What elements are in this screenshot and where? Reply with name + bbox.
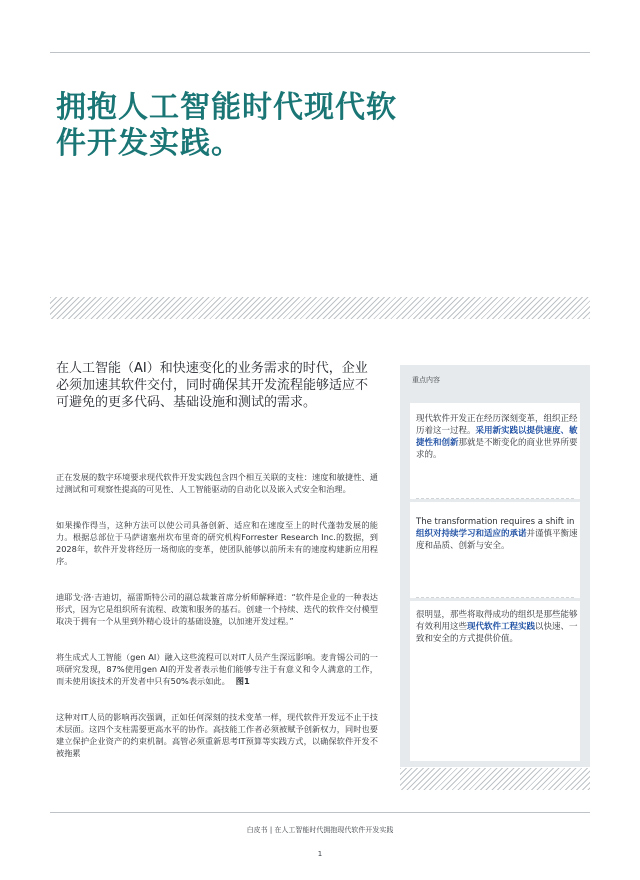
key-point-text (416, 413, 580, 461)
page-title: 拥抱人工智能时代现代软件开发实践。 (56, 90, 397, 161)
key-point-post: 并谨慎平衡速度和品质、创新与安全。 (416, 529, 578, 551)
main-column (56, 360, 378, 783)
body-paragraph (56, 651, 378, 687)
hatched-divider (400, 768, 590, 790)
sidebar-heading: 重点内容 (412, 376, 440, 384)
key-point-card (410, 403, 580, 499)
page-number: 1 (317, 850, 323, 858)
body-paragraph: 这种对IT人员的影响再次强调，正如任何深刻的技术变革一样，现代软件开发远不止于技术层面。这四个支柱需要更高水平的协作。高技能工作者必须被赋予创新权力，同时也要建立保护企业资产的约束机制。高管必须重新思考IT预算等实践方式，以确保软件开发不被拖累 (56, 712, 378, 758)
key-point-highlight: 采用新实践以提供速度、敏捷性和创新 (416, 426, 578, 448)
footer-text: 白皮书 | 在人工智能时代拥抱现代软件开发实践 (246, 826, 394, 834)
key-point-pre: 现代软件开发正在经历深刻变革，组织正经历着这一过程。 (416, 414, 578, 436)
bottom-rule (50, 812, 590, 813)
key-point-highlight: 现代软件工程实践 (467, 622, 536, 632)
key-point-text (416, 516, 580, 552)
body-paragraph-text: 将生成式人工智能（gen AI）融入这些流程可以对IT人员产生深远影响。麦肯锡公司的一项研究发现，87%使用gen AI的开发者表示他们能够专注于有意义和令人满意的工作，而未使用该技术的开发者中只有50%表示如此。 (56, 652, 378, 686)
key-point-card (410, 502, 580, 598)
body-paragraph: 正在发展的数字环境要求现代软件开发实践包含四个相互关联的支柱：速度和敏捷性、通过测试和可观察性提高的可见性、人工智能驱动的自动化以及嵌入式安全和治理。 (56, 472, 378, 494)
key-points-sidebar (400, 365, 590, 767)
key-point-post: 那就是不断变化的商业世界所要求的。 (416, 438, 578, 460)
key-point-pre: 很明显，那些将取得成功的组织是那些能够有效利用这些 (416, 610, 578, 632)
key-point-post: 以快速、一致和安全的方式提供价值。 (416, 622, 578, 644)
key-point-pre: The transformation requires a shift in (416, 517, 575, 527)
key-point-highlight: 组织对持续学习和适应的承诺 (416, 529, 527, 539)
body-paragraph: 迪耶戈·洛·吉迪切，福雷斯特公司的副总裁兼首席分析师解释道：“软件是企业的一种表达形式，因为它是组织所有流程、政策和服务的基石。创建一个持续、迭代的软件交付模型取决于拥有一个从里到外精心设计的基础设施，以加速开发过程。” (56, 592, 378, 626)
figure-reference[interactable]: 图1 (235, 676, 250, 686)
body-paragraph: 如果操作得当，这种方法可以使公司具备创新、适应和在速度至上的时代蓬勃发展的能力。根据总部位于马萨诸塞州坎布里奇的研究机构Forrester Research Inc.的数据，到2028年，软件开发将经历一场彻底的变革，使团队能够以前所未有的速度构建新应用程序。 (56, 520, 378, 566)
key-point-card (410, 601, 580, 761)
key-point-text (416, 609, 580, 645)
lead-paragraph: 在人工智能（AI）和快速变化的业务需求的时代，企业必须加速其软件交付，同时确保其开发流程能够适应不可避免的更多代码、基础设施和测试的需求。 (56, 361, 369, 410)
top-rule (50, 52, 590, 53)
hatched-divider (50, 297, 590, 319)
